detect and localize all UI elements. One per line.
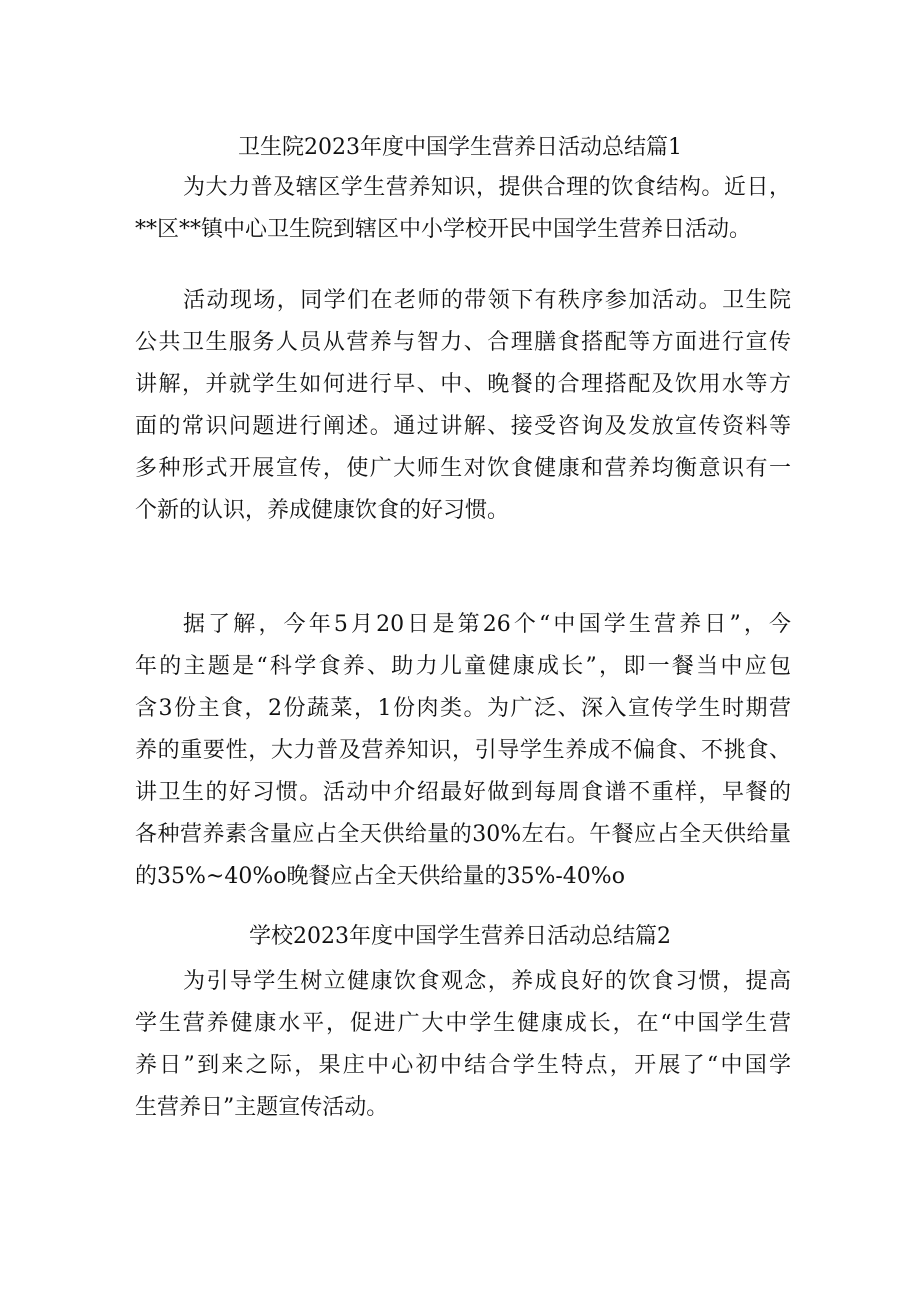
- paragraph-line: 年的主题是“科学食养、助力儿童健康成长”，即一餐当中应包: [135, 654, 791, 679]
- paragraph-line: 的35%~40%o晚餐应占全天供给量的35%-40%o: [135, 864, 625, 889]
- paragraph-line: 讲卫生的好习惯。活动中介绍最好做到每周食谱不重样，早餐的: [135, 780, 791, 805]
- paragraph-line: 面的常识问题进行阐述。通过讲解、接受咨询及发放宣传资料等: [135, 414, 791, 439]
- paragraph-line: 活动现场，同学们在老师的带领下有秩序参加活动。卫生院: [183, 288, 791, 313]
- paragraph-line: **区**镇中心卫生院到辖区中小学校开民中国学生营养日活动。: [135, 217, 752, 242]
- paragraph-line: 为大力普及辖区学生营养知识，提供合理的饮食结构。近日，: [183, 175, 791, 200]
- paragraph-line: 个新的认识，养成健康饮食的好习惯。: [135, 498, 510, 523]
- paragraph-line: 公共卫生服务人员从营养与智力、合理膳食搭配等方面进行宣传: [135, 330, 791, 355]
- paragraph-line: 养的重要性，大力普及营养知识，引导学生养成不偏食、不挑食、: [135, 738, 791, 763]
- section1-title: 卫生院2023年度中国学生营养日活动总结篇1: [238, 135, 682, 160]
- paragraph-line: 养日”到来之际，果庄中心初中结合学生特点，开展了“中国学: [135, 1053, 791, 1078]
- paragraph-line: 多种形式开展宣传，使广大师生对饮食健康和营养均衡意识有一: [135, 456, 791, 481]
- paragraph-line: 学生营养健康水平，促进广大中学生健康成长，在“中国学生营: [135, 1011, 791, 1036]
- paragraph-line: 含3份主食，2份蔬菜，1份肉类。为广泛、深入宣传学生时期营: [135, 696, 791, 721]
- section2-title: 学校2023年度中国学生营养日活动总结篇2: [249, 924, 671, 949]
- paragraph-line: 为引导学生树立健康饮食观念，养成良好的饮食习惯，提高: [183, 969, 791, 994]
- paragraph-line: 讲解，并就学生如何进行早、中、晚餐的合理搭配及饮用水等方: [135, 372, 791, 397]
- paragraph-line: 生营养日”主题宣传活动。: [135, 1095, 389, 1120]
- paragraph-line: 各种营养素含量应占全天供给量的30%左右。午餐应占全天供给量: [135, 822, 791, 847]
- paragraph-line: 据了解，今年5月20日是第26个“中国学生营养日”，今: [183, 612, 791, 637]
